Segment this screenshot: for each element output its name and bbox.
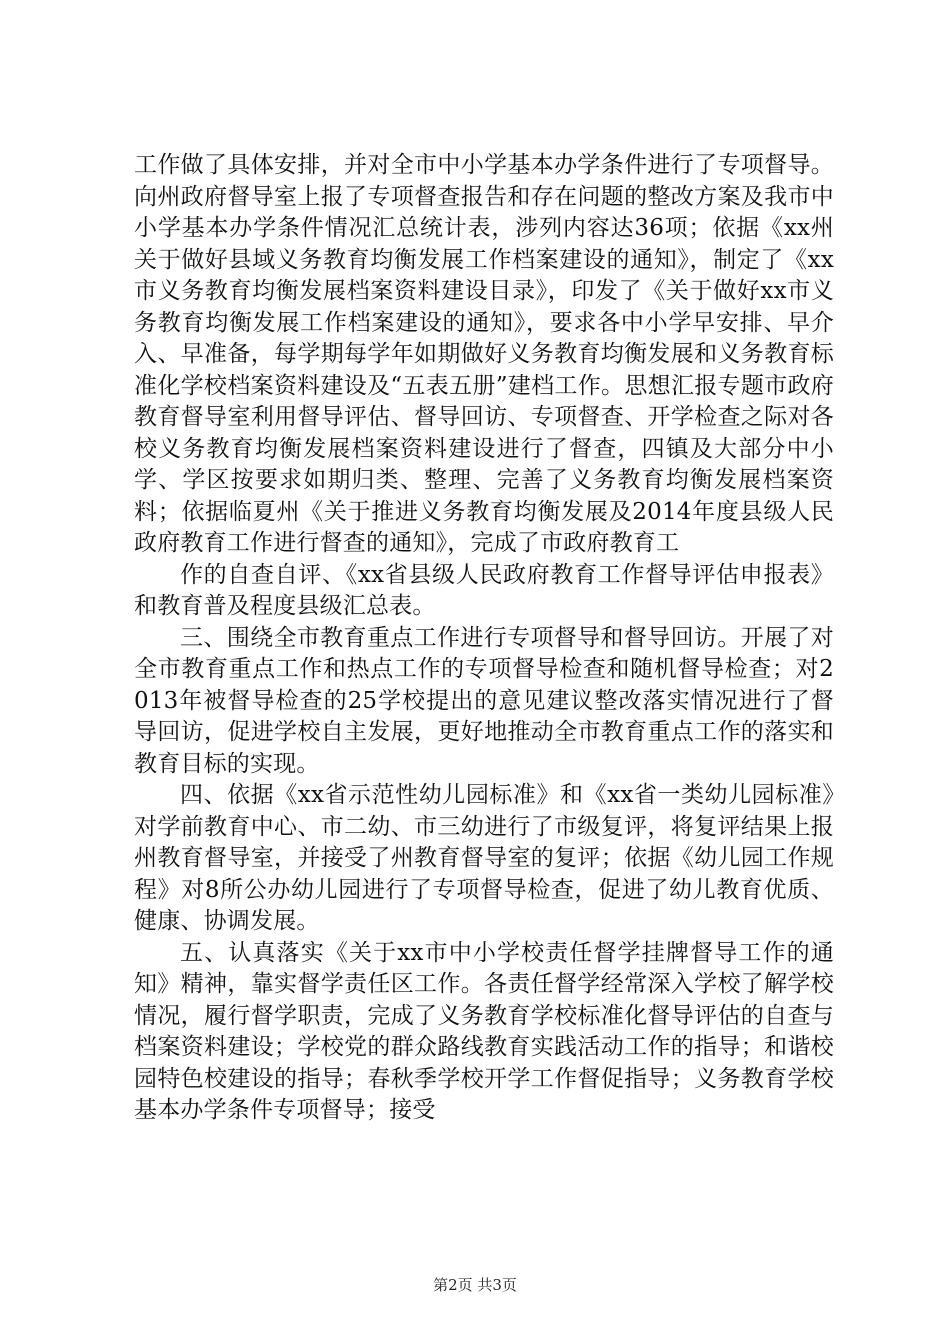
page-footer: 第2页 共3页 bbox=[433, 1276, 517, 1294]
paragraph-section-three: 三、围绕全市教育重点工作进行专项督导和督导回访。开展了对全市教育重点工作和热点工作的专项督导检查和随机督导检查；对2013年被督导检查的25学校提出的意见建议整改落实情况进行了督导回访，促进学校自主发展，更好地推动全市教育重点工作的落实和教育目标的实现。 bbox=[134, 624, 834, 777]
paragraph-self-evaluation: 作的自查自评、《xx省县级人民政府教育工作督导评估申报表》和教育普及程度县级汇总表。 bbox=[134, 561, 834, 619]
paragraph-continuation: 工作做了具体安排，并对全市中小学基本办学条件进行了专项督导。向州政府督导室上报了专项督查报告和存在问题的整改方案及我市中小学基本办学条件情况汇总统计表，涉列内容达36项；依据《xx州关于做好县域义务教育均衡发展工作档案建设的通知》，制定了《xx市义务教育均衡发展档案资料建设目录》，印发了《关于做好xx市义务教育均衡发展工作档案建设的通知》，要求各中小学早安排、早介入、早准备，每学期每学年如期做好义务教育均衡发展和义务教育标准化学校档案资料建设及“五表五册”建档工作。思想汇报专题市政府教育督导室利用督导评估、督导回访、专项督查、开学检查之际对各校义务教育均衡发展档案资料建设进行了督查，四镇及大部分中小学、学区按要求如期归类、整理、完善了义务教育均衡发展档案资料；依据临夏州《关于推进义务教育均衡发展及2014年度县级人民政府教育工作进行督查的通知》，完成了市政府教育工 bbox=[134, 152, 834, 556]
paragraph-section-five: 五、认真落实《关于xx市中小学校责任督学挂牌督导工作的通知》精神，靠实督学责任区工作。各责任督学经常深入学校了解学校情况，履行督学职责，完成了义务教育学校标准化督导评估的自查与档案资料建设；学校党的群众路线教育实践活动工作的指导；和谐校园特色校建设的指导；春秋季学校开学工作督促指导；义务教育学校基本办学条件专项督导；接受 bbox=[134, 939, 834, 1123]
paragraph-section-four: 四、依据《xx省示范性幼儿园标准》和《xx省一类幼儿园标准》对学前教育中心、市二幼、市三幼进行了市级复评，将复评结果上报州教育督导室，并接受了州教育督导室的复评；依据《幼儿园工作规程》对8所公办幼儿园进行了专项督导检查，促进了幼儿教育优质、健康、协调发展。 bbox=[134, 782, 834, 934]
document-body bbox=[134, 150, 834, 1127]
